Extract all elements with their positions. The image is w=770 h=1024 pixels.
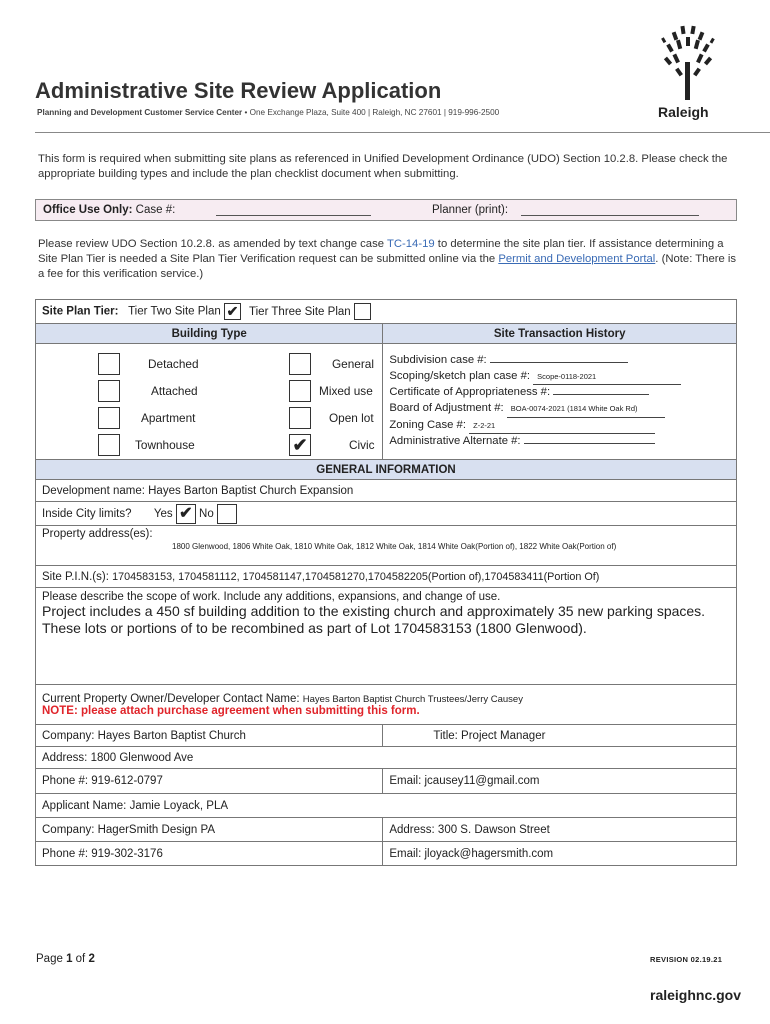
pin-label: Site P.I.N.(s): [42,570,113,583]
open-lot-checkbox[interactable] [289,407,311,429]
scoping-label: Scoping/sketch plan case #: [389,369,531,382]
city-limits-cell [36,502,737,526]
scoping-row [389,369,730,386]
company2-row [36,818,737,842]
company2-label: Company: [42,823,98,836]
purchase-note: NOTE: please attach purchase agreement when submitting this form. [42,704,420,717]
email2-cell [383,842,737,866]
email2-label: Email: [389,847,425,860]
office-use-label [43,204,175,216]
page-total: 2 [88,953,95,965]
coa-row [389,385,730,401]
revision-label: REVISION 02.19.21 [650,955,723,964]
general-header-row [36,460,737,480]
yes-label: Yes [153,507,173,520]
general-label: General [332,357,374,371]
oak-tree-icon [648,22,728,104]
tier-label: Site Plan Tier: [42,305,119,318]
subtitle-center: Planning and Development Customer Service Center [37,108,243,117]
attached-label: Attached [151,384,198,398]
transaction-cell [383,344,737,460]
building-type-row [36,344,737,460]
intro-text: This form is required when submitting site plans as referenced in Unified Development Ordinance (UDO) Section 10.2.8. Please check the appropriate building types and include the plan checklist document when submitting. [38,153,728,180]
page-subtitle [37,108,499,117]
review-part2: to determine the site plan tier. If assistance determining a Site Plan Tier is needed a Site Plan Tier Verification request can be submitted online via the [38,238,724,265]
boa-label: Board of Adjustment #: [389,402,504,414]
scope-cell [36,588,737,685]
raleigh-logo [648,22,728,122]
civic-checkbox[interactable]: ✔ [289,434,311,456]
header-divider [35,132,770,133]
page-num: 1 [66,953,73,965]
email1-value[interactable]: jcausey11@gmail.com [424,775,540,787]
civic-label: Civic [349,438,375,452]
scope-row [36,588,737,685]
coa-label: Certificate of Appropriateness #: [389,386,551,399]
apartment-label: Apartment [141,411,196,425]
company1-row [36,725,737,747]
title-cell [383,725,737,747]
admin-field[interactable] [524,443,655,444]
address-label: Property address(es): [42,528,153,540]
pin-cell [36,566,737,588]
address2-label: Address: [389,823,438,836]
no-label: No [199,507,214,520]
planner-label: Planner (print): [432,204,509,216]
pin-row [36,566,737,588]
page-word: Page [36,953,67,965]
scope-value[interactable]: Project includes a 450 sf building addition to the existing church and approximately 35 new parking spaces. These lots or portions of to be recombined as part of Lot 1704583153 (1800 Glenwood). [42,603,706,636]
building-type-header: Building Type [36,324,383,344]
owner-cell [36,685,737,725]
general-checkbox[interactable] [289,353,311,375]
applicant-value[interactable]: Jamie Loyack, PLA [129,799,229,812]
coa-field[interactable] [553,394,649,395]
portal-link[interactable]: Permit and Development Portal [498,253,656,265]
owner-row [36,685,737,725]
detached-checkbox[interactable] [98,353,120,375]
company1-label: Company: [42,729,98,742]
apartment-checkbox[interactable] [98,407,120,429]
review-part3: . (Note: There is a fee for this verification service.) [38,253,737,280]
owner-line [42,693,730,705]
tier-two-checkbox[interactable]: ✔ [224,303,241,320]
boa-row [389,401,730,418]
scope-label: Please describe the scope of work. Include any additions, expansions, and change of use. [42,591,501,603]
company2-cell [36,818,383,842]
email2-value[interactable]: jloyack@hagersmith.com [424,847,554,860]
dev-name-cell [36,480,737,502]
transaction-header: Site Transaction History [383,324,737,344]
address-row [36,526,737,566]
tc-link[interactable]: TC-14-19 [386,238,435,250]
address1-label: Address: [42,751,91,764]
phone2-row [36,842,737,866]
address2-value[interactable]: 300 S. Dawson Street [437,823,550,836]
boa-field[interactable]: BOA-0074-2021 (1814 White Oak Rd) [507,401,665,418]
address-value[interactable]: 1800 Glenwood, 1806 White Oak, 1810 White Oak, 1812 White Oak, 1814 White Oak(Portion of), 1822 White Oak(Portion of) [172,542,617,551]
tier-three-label: Tier Three Site Plan [249,305,351,318]
phone1-cell [36,769,383,794]
mixed-use-checkbox[interactable] [289,380,311,402]
email1-cell [383,769,737,794]
tier-row [36,300,737,324]
case-number-field[interactable] [216,215,371,216]
tier-three-checkbox[interactable] [354,303,371,320]
title-value[interactable]: Project Manager [461,729,546,742]
planner-field[interactable] [521,215,699,216]
application-form [35,299,737,866]
applicant-label: Applicant Name: [42,799,130,812]
subdivision-label: Subdivision case #: [389,354,487,367]
general-info-header: GENERAL INFORMATION [36,460,737,480]
zoning-row [389,418,730,435]
section-headers-row [36,324,737,344]
tier-two-label: Tier Two Site Plan [128,305,221,318]
pin-value[interactable]: 1704583153, 1704581112, 1704581147,1704581270,1704582205(Portion of),1704583411(Portion Of) [112,570,600,583]
address1-value[interactable]: 1800 Glenwood Ave [90,751,194,764]
of-word: of [72,953,89,965]
scoping-field[interactable]: Scope-0118-2021 [533,369,681,386]
email1-label: Email: [389,775,425,787]
phone1-row [36,769,737,794]
company2-value[interactable]: HagerSmith Design PA [97,823,216,836]
city-limits-label: Inside City limits? [42,507,132,520]
address-cell [36,526,737,566]
no-checkbox[interactable] [217,504,237,524]
phone2-cell [36,842,383,866]
phone2-value[interactable]: 919-302-3176 [91,847,163,860]
address1-row [36,747,737,769]
company1-cell [36,725,383,747]
office-use-title: Office Use Only: [43,204,133,216]
city-limits-row [36,502,737,526]
subdivision-field[interactable] [490,362,628,363]
tier-three-cell [249,300,736,324]
applicant-row [36,794,737,818]
dev-name-row [36,480,737,502]
phone1-label: Phone #: [42,775,92,787]
applicant-cell [36,794,737,818]
owner-value[interactable]: Hayes Barton Baptist Church Trustees/Jerry Causey [302,693,523,705]
page-title: Administrative Site Review Application [35,78,442,103]
subdivision-row [389,353,730,369]
yes-checkbox[interactable]: ✔ [176,504,196,524]
open-lot-label: Open lot [329,411,374,425]
townhouse-checkbox[interactable] [98,434,120,456]
zoning-field[interactable]: Z-2-21 [469,418,655,435]
owner-label: Current Property Owner/Developer Contact Name: [42,692,303,705]
case-number-label: Case #: [132,204,176,216]
company1-value[interactable]: Hayes Barton Baptist Church [97,729,246,742]
dev-name-label: Development name: [42,484,149,497]
review-part1: Please review UDO Section 10.2.8. as amended by text change case [38,238,387,250]
office-use-box [35,199,737,221]
phone1-value[interactable]: 919-612-0797 [91,775,163,787]
townhouse-label: Townhouse [135,438,195,452]
zoning-label: Zoning Case #: [389,418,466,431]
title-label: Title: [433,729,462,742]
admin-row [389,434,730,450]
logo-text: Raleigh [658,104,709,120]
review-text [38,237,738,282]
building-type-cell [36,344,383,460]
mixed-use-label: Mixed use [319,384,373,398]
address1-cell [36,747,737,769]
page-number [36,953,95,965]
dev-name-value[interactable]: Hayes Barton Baptist Church Expansion [148,484,354,497]
admin-label: Administrative Alternate #: [389,435,521,448]
attached-checkbox[interactable] [98,380,120,402]
detached-label: Detached [148,357,199,371]
address2-cell [383,818,737,842]
subtitle-address: • One Exchange Plaza, Suite 400 | Raleigh, NC 27601 | 919-996-2500 [242,108,500,117]
website-label: raleighnc.gov [650,987,742,1003]
phone2-label: Phone #: [42,847,92,860]
